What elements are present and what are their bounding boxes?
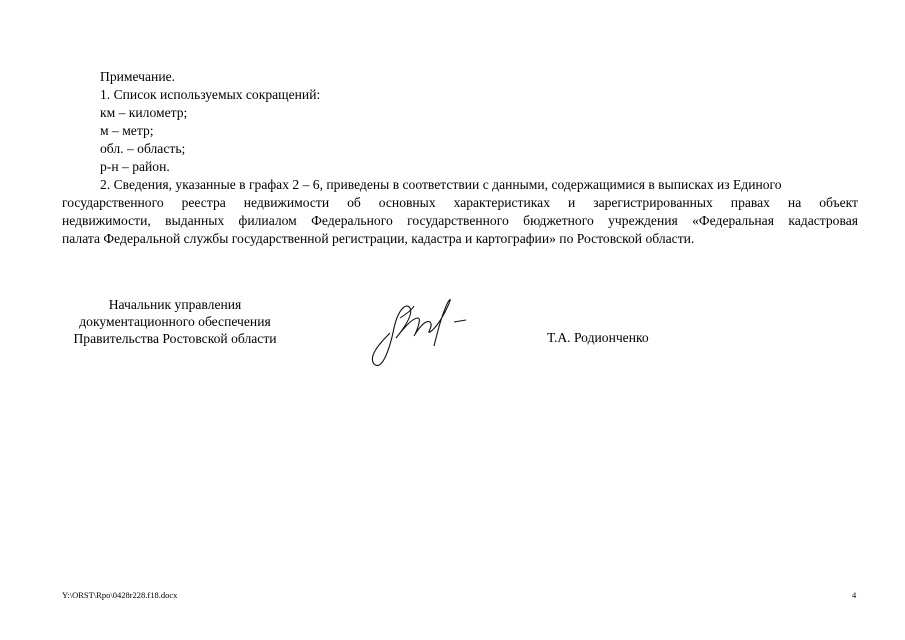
note-item-2-line: недвижимости, выданных филиалом Федерального государственного бюджетного учреждения «Федеральная кадастровая bbox=[62, 213, 858, 228]
signatory-name: Т.А. Родионченко bbox=[547, 330, 649, 345]
abbreviation: км – километр; bbox=[100, 105, 188, 120]
page-number: 4 bbox=[852, 590, 857, 600]
abbreviation: м – метр; bbox=[100, 123, 154, 138]
signatory-position bbox=[55, 296, 295, 347]
abbreviation: р-н – район. bbox=[100, 159, 170, 174]
note-item-2-line: палата Федеральной службы государственной регистрации, кадастра и картографии» по Ростовской области. bbox=[62, 231, 695, 246]
notes-title: Примечание. bbox=[100, 69, 176, 84]
position-line: Правительства Ростовской области bbox=[73, 331, 277, 346]
position-line: Начальник управления bbox=[108, 297, 242, 312]
position-line: документационного обеспечения bbox=[79, 314, 271, 329]
note-item-2-line: государственного реестра недвижимости об основных характеристиках и зарегистрированных правах на объект bbox=[62, 195, 858, 210]
abbreviation: обл. – область; bbox=[100, 141, 186, 156]
note-item-1: 1. Список используемых сокращений: bbox=[100, 87, 321, 102]
note-item-2-line: 2. Сведения, указанные в графах 2 – 6, приведены в соответствии с данными, содержащимися в выписках из Единого bbox=[100, 177, 782, 192]
handwritten-signature bbox=[360, 288, 480, 373]
footer-file-path: Y:\ORST\Rpo\0428r228.f18.docx bbox=[62, 590, 178, 600]
